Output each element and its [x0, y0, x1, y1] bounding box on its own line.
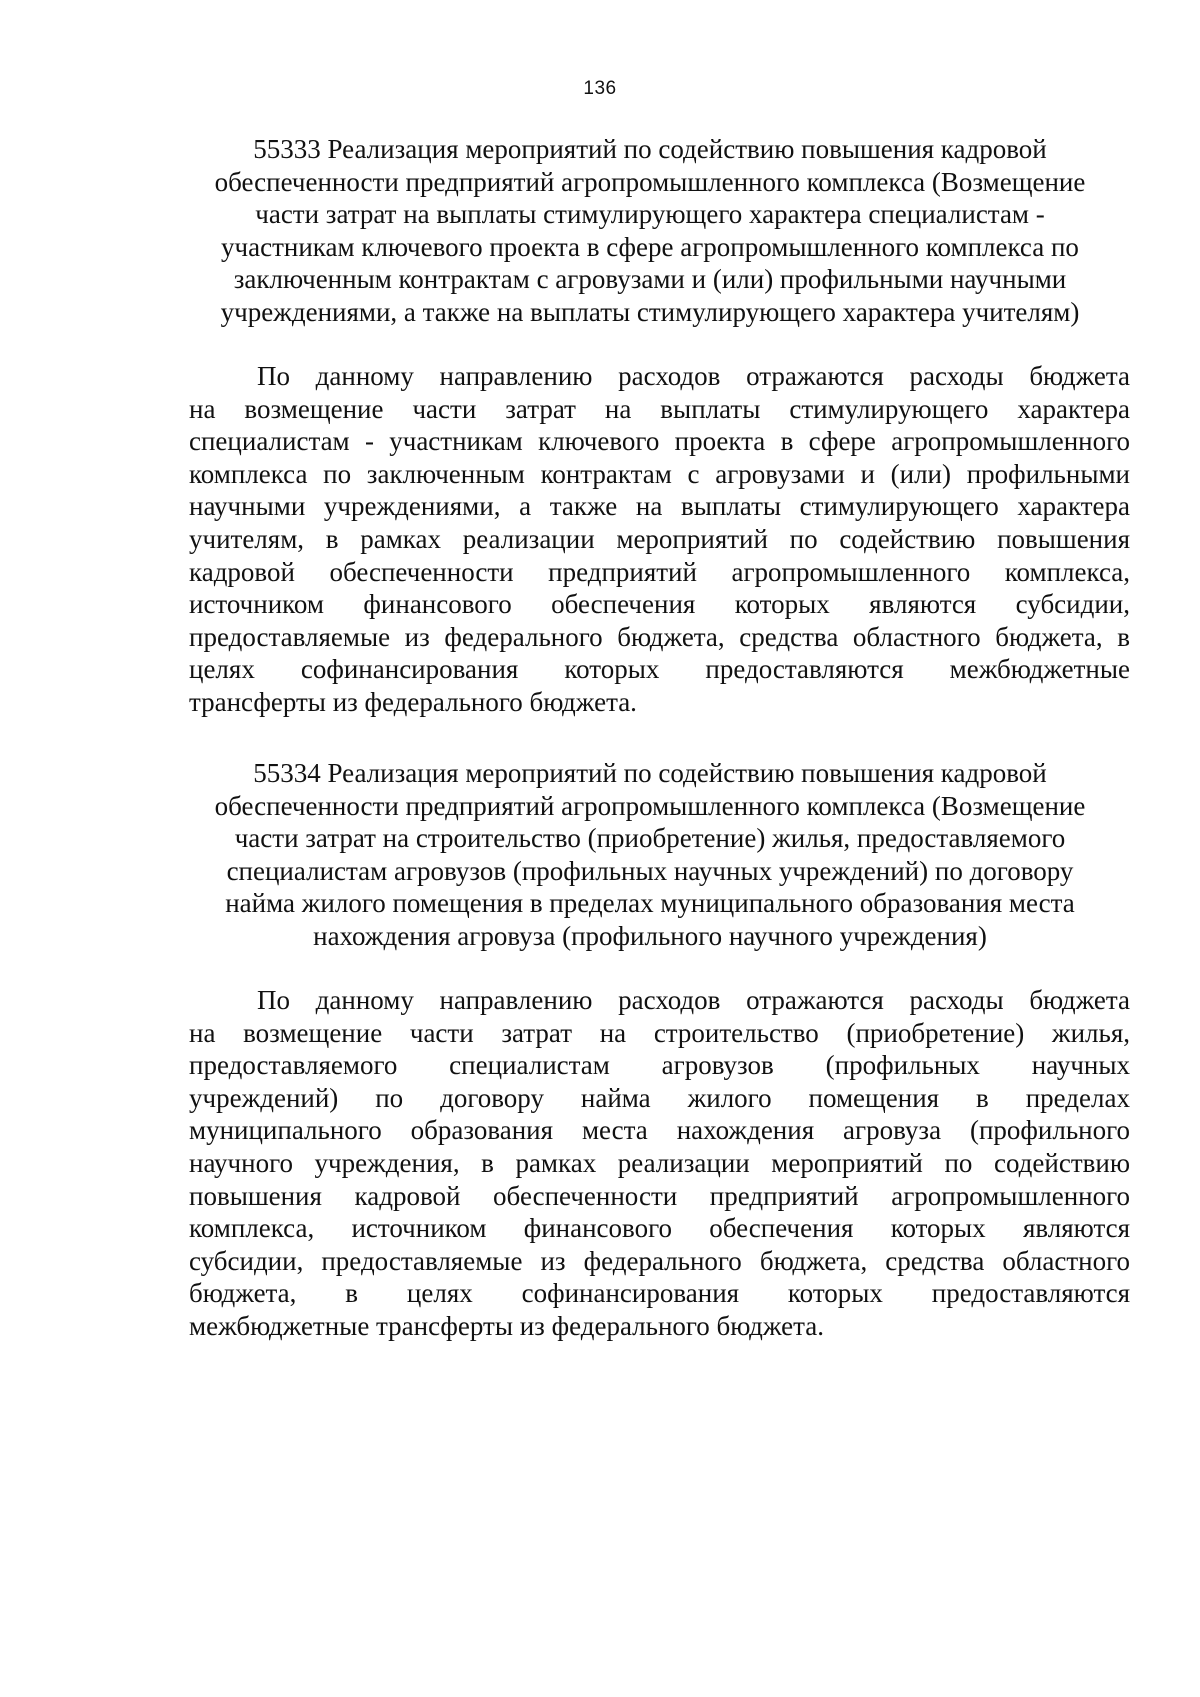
- body-line: научного учреждения, в рамках реализации мероприятий по содействию: [189, 1147, 1130, 1178]
- body-line: научными учреждениями, а также на выплаты стимулирующего характера: [189, 491, 1130, 522]
- heading-line: найма жилого помещения в пределах муниципального образования места: [225, 888, 1075, 919]
- body-line: По данному направлению расходов отражаются расходы бюджета: [257, 361, 1130, 391]
- heading-line: 55334 Реализация мероприятий по содействию повышения кадровой: [253, 758, 1047, 788]
- heading-line: учреждениями, а также на выплаты стимулирующего характера учителям): [220, 296, 1080, 327]
- body-line: источником финансового обеспечения которых являются субсидии,: [189, 589, 1130, 620]
- body-line: трансферты из федерального бюджета.: [189, 686, 637, 717]
- section-body-55333: [189, 360, 1130, 719]
- body-line: комплекса, источником финансового обеспечения которых являются: [189, 1213, 1130, 1244]
- body-line: на возмещение части затрат на выплаты стимулирующего характера: [189, 393, 1130, 424]
- heading-line: заключенным контрактам с агровузами и (или) профильными научными: [233, 264, 1067, 295]
- heading-line: части затрат на строительство (приобретение) жилья, предоставляемого: [234, 823, 1066, 854]
- heading-line: обеспеченности предприятий агропромышленного комплекса (Возмещение: [214, 790, 1086, 821]
- body-line: специалистам - участникам ключевого проекта в сфере агропромышленного: [189, 426, 1130, 457]
- section-heading-55334: [170, 757, 1130, 953]
- body-line: учреждений) по договору найма жилого помещения в пределах: [189, 1082, 1130, 1113]
- body-line: учителям, в рамках реализации мероприятий по содействию повышения: [189, 523, 1130, 554]
- section-heading-55333: [170, 133, 1130, 329]
- body-line: муниципального образования места нахождения агровуза (профильного: [189, 1115, 1130, 1146]
- heading-line: обеспеченности предприятий агропромышленного комплекса (Возмещение: [214, 166, 1086, 197]
- page-number: 136: [583, 78, 617, 99]
- body-line: межбюджетные трансферты из федерального бюджета.: [189, 1310, 824, 1341]
- body-line: По данному направлению расходов отражаются расходы бюджета: [257, 985, 1130, 1015]
- body-line: на возмещение части затрат на строительство (приобретение) жилья,: [189, 1017, 1130, 1048]
- body-line: предоставляемого специалистам агровузов (профильных научных: [189, 1050, 1130, 1081]
- body-line: бюджета, в целях софинансирования которых предоставляются: [189, 1278, 1130, 1309]
- body-line: комплекса по заключенным контрактам с агровузами и (или) профильными: [189, 458, 1130, 489]
- body-line: кадровой обеспеченности предприятий агропромышленного комплекса,: [189, 556, 1130, 587]
- body-line: предоставляемые из федерального бюджета, средства областного бюджета, в: [189, 621, 1130, 652]
- heading-line: части затрат на выплаты стимулирующего характера специалистам -: [255, 199, 1045, 230]
- body-line: повышения кадровой обеспеченности предприятий агропромышленного: [189, 1180, 1130, 1211]
- heading-line: нахождения агровуза (профильного научного учреждения): [313, 920, 987, 951]
- heading-line: специалистам агровузов (профильных научных учреждений) по договору: [226, 855, 1074, 886]
- heading-line: 55333 Реализация мероприятий по содействию повышения кадровой: [253, 134, 1047, 164]
- body-line: субсидии, предоставляемые из федерального бюджета, средства областного: [189, 1245, 1130, 1276]
- heading-line: участникам ключевого проекта в сфере агропромышленного комплекса по: [221, 231, 1079, 262]
- body-line: целях софинансирования которых предоставляются межбюджетные: [189, 654, 1130, 685]
- section-body-55334: [189, 984, 1130, 1343]
